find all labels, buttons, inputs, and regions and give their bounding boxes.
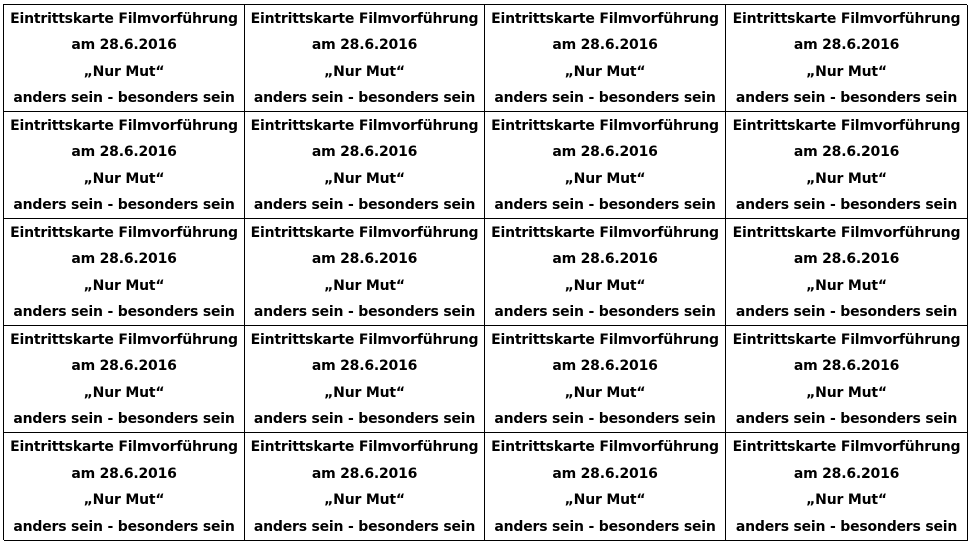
ticket-tagline: anders sein - besonders sein (735, 196, 958, 213)
ticket-card (4, 112, 245, 219)
ticket-film-name: „Nur Mut“ (83, 492, 165, 509)
ticket-title: Eintrittskarte Filmvorführung (10, 225, 238, 241)
ticket-sheet (3, 4, 967, 540)
ticket-title: Eintrittskarte Filmvorführung (491, 332, 719, 348)
ticket-film-name: „Nur Mut“ (564, 277, 646, 294)
ticket-date: am 28.6.2016 (793, 465, 900, 482)
ticket-tagline: anders sein - besonders sein (494, 518, 716, 535)
ticket-film-name: „Nur Mut“ (806, 63, 887, 80)
ticket-date: am 28.6.2016 (311, 465, 418, 482)
ticket-date: am 28.6.2016 (311, 37, 418, 54)
ticket-card (245, 219, 485, 326)
ticket-title: Eintrittskarte Filmvorführung (250, 332, 479, 348)
ticket-date: am 28.6.2016 (71, 465, 177, 482)
ticket-date: am 28.6.2016 (71, 358, 177, 375)
ticket-card (726, 433, 968, 541)
ticket-tagline: anders sein - besonders sein (494, 410, 716, 427)
ticket-tagline: anders sein - besonders sein (13, 196, 235, 213)
ticket-tagline: anders sein - besonders sein (13, 303, 235, 320)
ticket-date: am 28.6.2016 (552, 465, 658, 482)
ticket-card (485, 219, 726, 326)
ticket-film-name: „Nur Mut“ (564, 492, 646, 509)
ticket-date: am 28.6.2016 (793, 37, 900, 54)
ticket-card (4, 433, 245, 541)
ticket-film-name: „Nur Mut“ (83, 384, 165, 401)
ticket-title: Eintrittskarte Filmvorführung (732, 11, 961, 27)
ticket-film-name: „Nur Mut“ (806, 384, 887, 401)
ticket-card (4, 219, 245, 326)
ticket-tagline: anders sein - besonders sein (735, 518, 958, 535)
ticket-film-name: „Nur Mut“ (324, 384, 405, 401)
ticket-card (485, 433, 726, 541)
ticket-title: Eintrittskarte Filmvorführung (10, 11, 238, 27)
ticket-card (485, 326, 726, 433)
ticket-card (4, 5, 245, 112)
ticket-card (485, 112, 726, 219)
ticket-tagline: anders sein - besonders sein (735, 410, 958, 427)
ticket-date: am 28.6.2016 (793, 358, 900, 375)
ticket-film-name: „Nur Mut“ (83, 170, 165, 187)
ticket-film-name: „Nur Mut“ (324, 170, 405, 187)
ticket-date: am 28.6.2016 (311, 144, 418, 161)
ticket-title: Eintrittskarte Filmvorführung (250, 225, 479, 241)
ticket-title: Eintrittskarte Filmvorführung (732, 332, 961, 348)
ticket-card (245, 5, 485, 112)
ticket-date: am 28.6.2016 (552, 37, 658, 54)
ticket-date: am 28.6.2016 (552, 144, 658, 161)
ticket-date: am 28.6.2016 (552, 358, 658, 375)
ticket-card (245, 326, 485, 433)
ticket-date: am 28.6.2016 (311, 251, 418, 268)
ticket-tagline: anders sein - besonders sein (735, 89, 958, 106)
ticket-date: am 28.6.2016 (71, 251, 177, 268)
ticket-card (726, 219, 968, 326)
ticket-title: Eintrittskarte Filmvorführung (491, 11, 719, 27)
ticket-title: Eintrittskarte Filmvorführung (10, 118, 238, 134)
ticket-title: Eintrittskarte Filmvorführung (491, 439, 719, 455)
ticket-date: am 28.6.2016 (793, 144, 900, 161)
ticket-tagline: anders sein - besonders sein (735, 303, 958, 320)
ticket-film-name: „Nur Mut“ (564, 170, 646, 187)
ticket-film-name: „Nur Mut“ (324, 492, 405, 509)
ticket-card (245, 112, 485, 219)
ticket-title: Eintrittskarte Filmvorführung (250, 118, 479, 134)
ticket-title: Eintrittskarte Filmvorführung (10, 332, 238, 348)
ticket-tagline: anders sein - besonders sein (253, 196, 476, 213)
ticket-title: Eintrittskarte Filmvorführung (732, 225, 961, 241)
ticket-tagline: anders sein - besonders sein (253, 410, 476, 427)
ticket-tagline: anders sein - besonders sein (494, 196, 716, 213)
ticket-film-name: „Nur Mut“ (806, 170, 887, 187)
ticket-title: Eintrittskarte Filmvorführung (250, 11, 479, 27)
ticket-date: am 28.6.2016 (552, 251, 658, 268)
ticket-tagline: anders sein - besonders sein (494, 303, 716, 320)
ticket-card (726, 326, 968, 433)
ticket-date: am 28.6.2016 (311, 358, 418, 375)
ticket-date: am 28.6.2016 (71, 37, 177, 54)
ticket-date: am 28.6.2016 (71, 144, 177, 161)
ticket-tagline: anders sein - besonders sein (253, 303, 476, 320)
ticket-card (485, 5, 726, 112)
ticket-card (726, 112, 968, 219)
ticket-film-name: „Nur Mut“ (806, 492, 887, 509)
ticket-film-name: „Nur Mut“ (806, 277, 887, 294)
ticket-film-name: „Nur Mut“ (564, 63, 646, 80)
ticket-title: Eintrittskarte Filmvorführung (491, 225, 719, 241)
ticket-title: Eintrittskarte Filmvorführung (732, 439, 961, 455)
ticket-title: Eintrittskarte Filmvorführung (10, 439, 238, 455)
ticket-tagline: anders sein - besonders sein (13, 89, 235, 106)
ticket-title: Eintrittskarte Filmvorführung (491, 118, 719, 134)
ticket-card (245, 433, 485, 541)
ticket-card (726, 5, 968, 112)
ticket-card (4, 326, 245, 433)
ticket-tagline: anders sein - besonders sein (253, 89, 476, 106)
ticket-tagline: anders sein - besonders sein (253, 518, 476, 535)
ticket-title: Eintrittskarte Filmvorführung (732, 118, 961, 134)
ticket-film-name: „Nur Mut“ (324, 277, 405, 294)
ticket-film-name: „Nur Mut“ (324, 63, 405, 80)
ticket-title: Eintrittskarte Filmvorführung (250, 439, 479, 455)
ticket-film-name: „Nur Mut“ (83, 63, 165, 80)
ticket-film-name: „Nur Mut“ (564, 384, 646, 401)
ticket-tagline: anders sein - besonders sein (494, 89, 716, 106)
ticket-tagline: anders sein - besonders sein (13, 518, 235, 535)
ticket-date: am 28.6.2016 (793, 251, 900, 268)
ticket-tagline: anders sein - besonders sein (13, 410, 235, 427)
ticket-film-name: „Nur Mut“ (83, 277, 165, 294)
